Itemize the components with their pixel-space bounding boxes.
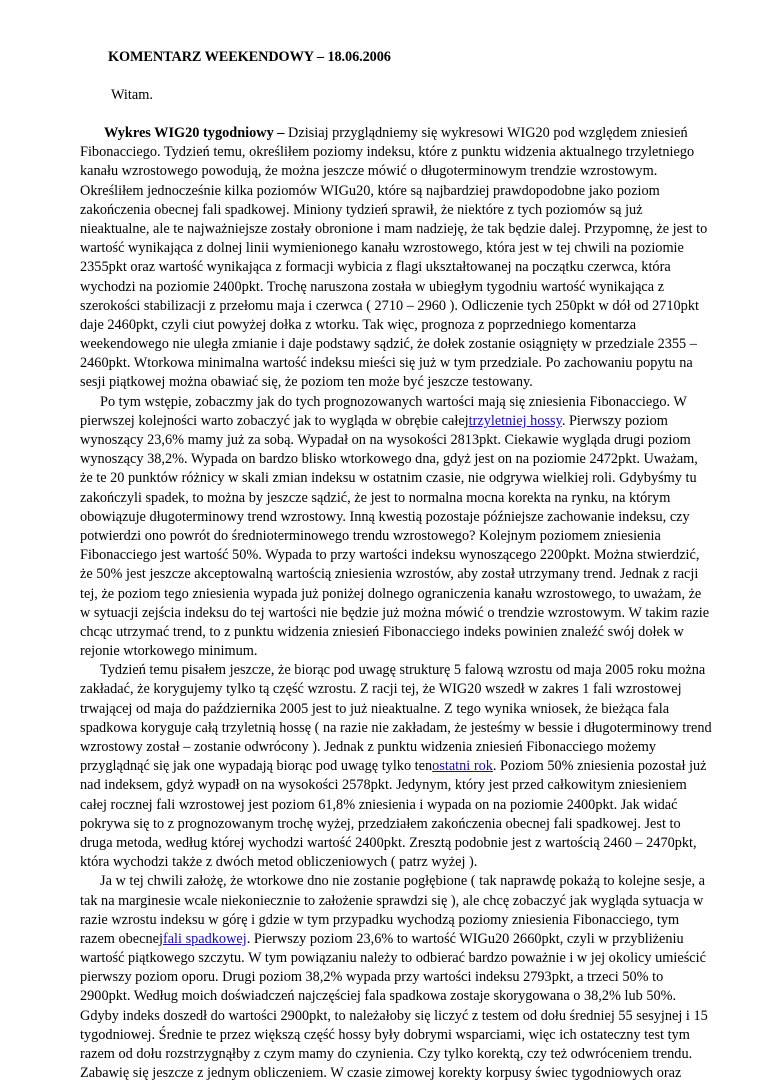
paragraph-line: że 50% jest jeszcze akceptowalną wartością zniesienia wzrostów, aby został utrzymany trend. Jednak z racji <box>80 566 699 583</box>
link-fali-spadkowej[interactable]: fali spadkowej <box>162 930 247 947</box>
paragraph-line: szerokości stabilizacji z przełomu maja i czerwca ( 2710 – 2960 ). Odliczenie tych 250pkt w dół od 2710pkt <box>80 297 699 314</box>
paragraph-line: obowiązuje długoterminowy trend wzrostowy. Inną kwestią pozostaje późniejsze zachowanie indeksu, czy <box>80 508 690 525</box>
paragraph-line: razem od dołu rozstrzygnąłby z czym mamy do czynienia. Czy tylko korektą, czy też odwróceniem trendu. <box>80 1046 693 1062</box>
greeting: Witam. <box>111 87 153 103</box>
paragraph-line: Tydzień temu pisałem jeszcze, że biorąc pod uwagę strukturę 5 falową wzrostu od maja 2005 roku można <box>100 662 706 679</box>
paragraph-line: razem obecnejfali spadkowej. Pierwszy poziom 23,6% to wartość WIGu20 2660pkt, czyli w przybliżeniu <box>80 930 684 947</box>
paragraph-line: daje 2460pkt, czyli ciut powyżej dołka z wtorku. Tak więc, prognoza z poprzedniego komentarza <box>80 316 637 333</box>
paragraph-line: że te 20 punktów różnicy w skali zmian indeksu w ostatnim czasie, nie odgrywa wielkiej roli. Gdybyśmy tu <box>80 470 697 487</box>
link-ostatni-rok[interactable]: ostatni rok <box>432 758 493 775</box>
paragraph-line: wartość wynikająca z dolnej linii wymienionego kanału wzrostowego, która jest w tej chwili na poziomie <box>80 240 684 257</box>
paragraph-line: Gdyby indeks doszedł do wartości 2900pkt, to należałoby się liczyć z testem od dołu średniej 55 sesyjnej i 15 <box>80 1007 708 1024</box>
paragraph-line: tej, że poziom tego zniesienia wypada już poniżej dolnego ograniczenia kanału wzrostowego, to uważam, że <box>80 585 702 602</box>
paragraph-line: Określiłem jednocześnie kilka poziomów WIGu20, które są najbardziej prawdopodobne jako poziom <box>80 182 660 199</box>
paragraph-line: tygodniowej. Średnie te przez większą część hossy były dobrymi wsparciami, więc ich ostateczny test tym <box>80 1026 690 1043</box>
paragraph-line: potwierdzi ono powrót do średnioterminowego trendu wzrostowego? Kolejnym poziomem zniesienia <box>80 527 661 544</box>
paragraph-line: Ja w tej chwili założę, że wtorkowe dno nie zostanie pogłębione ( tak naprawdę pokażą to kolejne sesje, a <box>100 873 706 890</box>
paragraph-line: wynoszący 23,6% mamy już za sobą. Wypadał on na wysokości 2813pkt. Ciekawie wygląda drugi poziom <box>80 432 691 448</box>
paragraph-line: 2900pkt. Według moich doświadczeń najczęściej fala spadkowa zostaje skorygowana o 38,2% lub 50%. <box>80 988 677 1005</box>
paragraph-line: chcąc utrzymać trend, to z punktu widzenia zniesień Fibonacciego indeks powinien znaleźć swój dołek w <box>80 623 684 640</box>
paragraph-line: druga metoda, według której wychodzi wartość 2400pkt. Zresztą podobnie jest z wartością 2460 – 2470pkt, <box>80 834 697 851</box>
paragraph-line: pokrywa się to z prognozowanym trochę wyżej, przedziałem zakończenia obecnej fali spadkowej. Jest to <box>80 815 681 832</box>
paragraph-line: nieaktualne, ale te najważniejsze zostały obronione i mam nadzieję, że tak będzie dalej. Przypomnę, że jest to <box>80 220 708 237</box>
paragraph-line: wzrostowy został – zostanie odwrócony ). Jednak z punktu widzenia zniesień Fibonacciego możemy <box>80 739 657 755</box>
paragraph-line: przyglądnąć się jak one wypadają biorąc pod uwagę tylko tenostatni rok. Poziom 50% zniesienia pozostał już <box>80 758 707 775</box>
paragraph-line: wartość piątkowego szczytu. W tym powiązaniu należy to odbierać bardzo poważnie i w jej okolicy umieścić <box>80 950 706 967</box>
paragraph-line: kanału wzrostowego powodują, że można jeszcze mówić o długoterminowym trendzie wzrostowym. <box>80 163 658 180</box>
paragraph-line: zakończyli spadek, to można by jeszcze sądzić, że jest to normalna mocna korekta na rynku, na którym <box>80 489 671 506</box>
paragraph-line: nad indeksem, gdyż wypadł on na wysokości 2578pkt. Jedynym, który jest przed całkowitym zniesieniem <box>80 777 687 794</box>
paragraph-line: całej rocznej fali wzrostowej jest poziom 61,8% zniesienia i wypada on na poziomie 2400pkt. Jak widać <box>80 796 678 813</box>
paragraph-line: tak na marginesie wcale niekoniecznie to założenie sprawdzi się ), ale chcę zobaczyć jak wygląda sytuacja w <box>80 892 704 909</box>
paragraph-line: w sytuacji zejścia indeksu do tej wartości nie będzie już można mówić o trendzie wzrostowym. W takim razie <box>80 604 710 621</box>
document-title: KOMENTARZ WEEKENDOWY – 18.06.2006 <box>108 49 391 65</box>
document-body <box>80 124 712 1083</box>
paragraph-line: wynoszący 38,2%. Wypada on bardzo blisko wtorkowego dna, gdyż jest on na poziomie 2472pkt. Uważam, <box>80 451 698 468</box>
paragraph-line: sesji piątkowej można obawiać się, że poziom ten może być jeszcze testowany. <box>80 374 533 391</box>
paragraph-line: wychodzi na poziomie 2400pkt. Trochę naruszona została w ubiegłym tygodniu wartość wynikająca z <box>80 278 665 295</box>
paragraph-line: spadkowa koryguje całą trzyletnią hossę ( na razie nie zakładam, że jesteśmy w bessie i długoterminowy trend <box>80 719 712 736</box>
paragraph-line: Fibonacciego. Tydzień temu, określiłem poziomy indeksu, które z punktu widzenia aktualnego trzyletniego <box>80 144 695 161</box>
paragraph-line: zakończenia obecnej fali spadkowej. Miniony tydzień sprawił, że niektóre z tych poziomów są już <box>80 201 643 218</box>
paragraph-line: razie wzrostu indeksu w górę i gdzie w tym przypadku wychodzą poziomy zniesienia Fibonacciego, tym <box>80 911 680 928</box>
paragraph-line: Fibonacciego jest wartość 50%. Wypada to przy wartości indeksu wynoszącego 2200pkt. Można stwierdzić, <box>80 547 700 564</box>
paragraph-line: 2460pkt. Wtorkowa minimalna wartość indeksu mieści się już w tym przedziale. Po zachowaniu popytu na <box>80 355 693 372</box>
paragraph-line: Zabawię się jeszcze z jednym obliczeniem. W czasie zimowej korekty korpusy świec tygodniowych oraz <box>80 1065 682 1082</box>
section-heading: Wykres WIG20 tygodniowy – <box>104 125 285 141</box>
paragraph-line: pierwszej kolejności warto zobaczyć jak to wygląda w obrębie całejtrzyletniej hossy. Pierwszy poziom <box>80 412 668 429</box>
paragraph-line: zakładać, że korygujemy tylko tą część wzrostu. Z racji tej, że WIG20 wszedł w zakres 1 fali wzrostowej <box>80 681 682 698</box>
paragraph-line: Wykres WIG20 tygodniowy – Dzisiaj przyglądniemy się wykresowi WIG20 pod względem zniesień <box>104 125 688 141</box>
paragraph-line: pierwszy poziom oporu. Drugi poziom 38,2% wypada przy wartości indeksu 2793pkt, a trzeci 50% to <box>80 969 664 986</box>
link-trzyletniej-hossy[interactable]: trzyletniej hossy <box>468 412 562 429</box>
paragraph-line: która wychodzi także z dwóch metod obliczeniowych ( patrz wyżej ). <box>80 854 478 871</box>
paragraph-line: Po tym wstępie, zobaczmy jak do tych prognozowanych wartości mają się zniesienia Fibonacciego. W <box>100 393 687 410</box>
paragraph-line: rejonie wtorkowego minimum. <box>80 643 258 660</box>
paragraph-line: trwającej od maja do października 2005 jest to już nieaktualne. Z tego wynika wniosek, że bieżąca fala <box>80 700 670 717</box>
paragraph-line: weekendowego nie uległa zmianie i daje podstawy sądzić, że dołek zostanie osiągnięty w przedziale 2355 – <box>80 336 697 353</box>
paragraph-line: 2355pkt oraz wartość wynikająca z formacji wybicia z flagi ukształtowanej na początku czerwca, która <box>80 259 671 276</box>
